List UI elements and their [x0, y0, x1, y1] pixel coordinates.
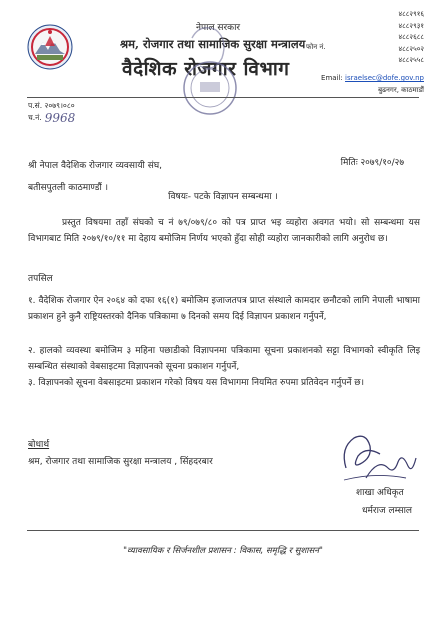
phone-number: ४८८२९१६: [398, 10, 424, 18]
phone-number: ४८८२६८८: [398, 33, 424, 41]
reference-number: प.सं. २०७९।०८०: [28, 101, 75, 110]
signatory-name: धर्मराज लम्साल: [362, 506, 413, 516]
cc-heading: बोधार्थ: [28, 440, 50, 450]
handwritten-signature: [336, 428, 422, 488]
header-divider: [27, 97, 419, 98]
phone-number: ४८८२५०२: [398, 44, 424, 53]
letter-date: मितिः २०७९/१०/२७: [340, 158, 404, 168]
schedule-item: ३. विज्ञापनको सूचना वेबसाइटमा प्रकाशन गरेको विषय यस विभागमा नियमित रुपमा प्रतिवेदन गर्नुपर्ने छ।: [28, 378, 365, 388]
department-name: वैदेशिक रोजगार विभाग: [122, 58, 290, 80]
recipient-address: बतीसपुतली काठमाण्डौं ।: [28, 183, 109, 193]
government-line: नेपाल सरकार: [196, 23, 241, 33]
footer-divider: [27, 530, 419, 531]
office-address: बुढनगर, काठमाडौं: [378, 86, 424, 94]
body-paragraph: प्रस्तुत विषयमा तहाँ संघको च नं ७९/०७९/८० को पत्र प्राप्त भइ व्यहोरा अवगत भयो। सो सम्बन्धमा यस विभागबाट मिति २०७९/१०/११ मा देहाय बमोजिम निर्णय भएको हुँदा सोही व्यहोरा जानकारीको लागि अनुरोध छ।: [28, 218, 420, 244]
phone-number: ४८८२५५८: [398, 56, 424, 64]
office-stamp: [170, 18, 250, 118]
ministry-name: श्रम, रोजगार तथा सामाजिक सुरक्षा मन्त्रालय: [120, 37, 306, 51]
schedule-item: १. वैदेशिक रोजगार ऐन २०६४ को दफा १६(१) बमोजिम इजाजतपत्र प्राप्त संस्थाले कामदार छनौटको लागि नेपाली भाषामा प्रकाशन हुने कुनै राष्ट्रियस्तरको दैनिक पत्रिकामा ७ दिनको समय दिई विज्ञापन प्रकाशन गर्नुपर्ने,: [28, 296, 420, 322]
recipient-name: श्री नेपाल वैदेशिक रोजगार व्यवसायी संघ,: [28, 161, 162, 171]
email-line: [321, 74, 424, 82]
signatory-title: शाखा अधिकृत: [356, 488, 404, 498]
phone-number: ४८८२९३१: [398, 21, 424, 30]
dispatch-number: [28, 111, 75, 125]
schedule-item: २. हालको व्यवस्था बमोजिम ३ महिना पछाडीको विज्ञापनमा पत्रिकामा सूचना प्रकाशनको सट्टा विभागको स्वीकृति लिइ सम्बन्धित संस्थाको वेबसाइटमा विज्ञापनको सूचना प्रकाशन गर्नुपर्ने,: [28, 346, 420, 372]
phone-label: फोन नं.: [306, 43, 326, 51]
nepal-emblem-icon: [27, 24, 73, 70]
footer-motto: "व्यावसायिक र सिर्जनशील प्रशासन : विकास, समृद्धि र सुशासन": [123, 546, 323, 556]
dispatch-handwritten-number: 9968: [44, 111, 76, 125]
cc-recipient: श्रम, रोजगार तथा सामाजिक सुरक्षा मन्त्रालय , सिंहदरबार: [28, 457, 213, 467]
schedule-heading: तपसिल: [28, 274, 53, 284]
letter-subject: विषयः- पटके विज्ञापन सम्बन्धमा ।: [168, 192, 278, 202]
email-label: Email:: [321, 74, 343, 82]
phone-numbers: [399, 9, 424, 67]
dispatch-label: च.नं.: [28, 113, 42, 122]
email-link[interactable]: israelsec@dofe.gov.np: [345, 74, 424, 82]
